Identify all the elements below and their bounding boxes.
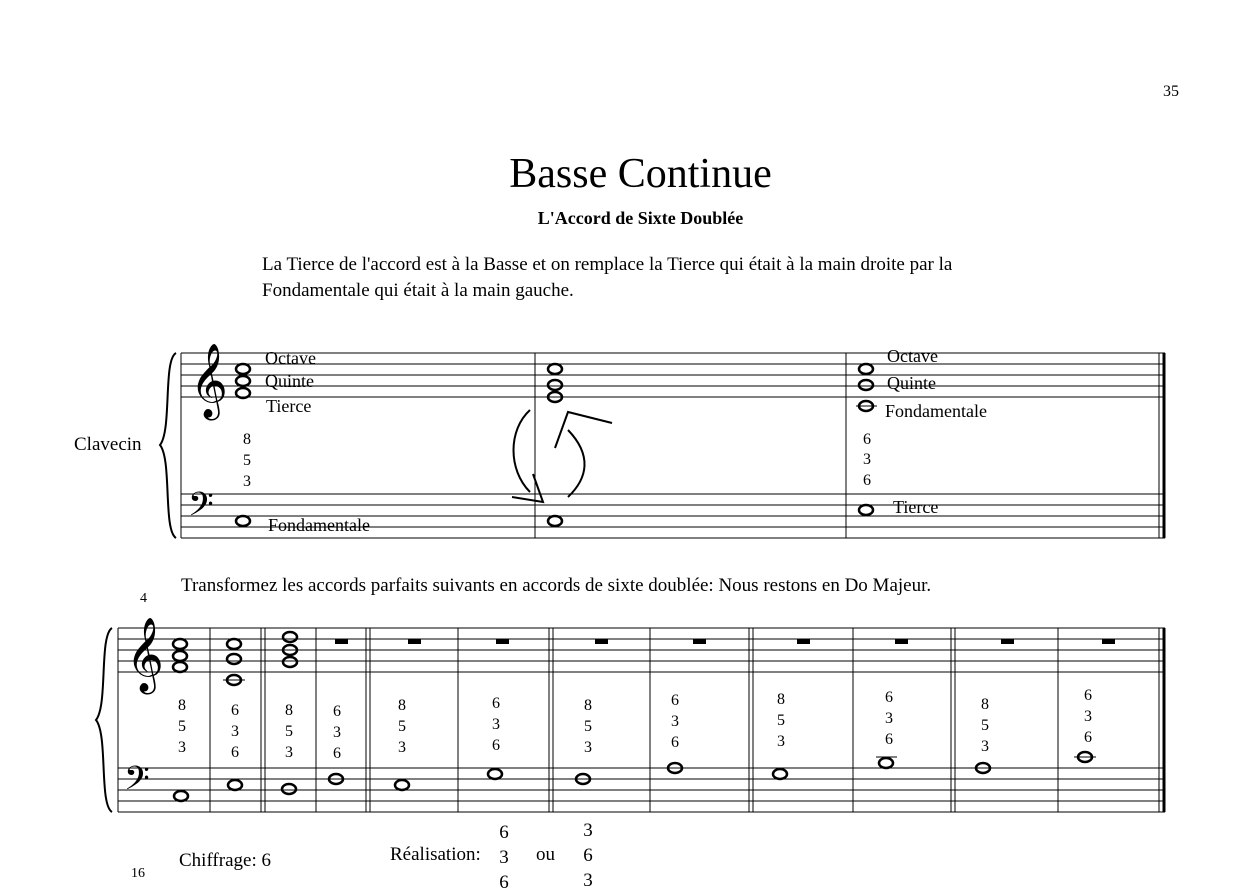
bass-clef-icon [188, 486, 214, 532]
figure: 6 [671, 692, 679, 709]
label-quinte-2: Quinte [887, 373, 936, 393]
measure-number: 4 [140, 591, 147, 606]
ou-label: ou [536, 844, 555, 865]
figure: 3 [285, 744, 293, 761]
figure: 3 [333, 724, 341, 741]
figure: 6 [333, 745, 341, 762]
bass-clef-icon [124, 760, 150, 806]
label-octave-2: Octave [887, 346, 938, 366]
figure: 3 [178, 739, 186, 756]
figure: 6 [885, 689, 893, 706]
realisation-figures-b [581, 818, 595, 893]
swap-arrows [512, 410, 612, 502]
label-fondamentale-1: Fondamentale [268, 515, 370, 535]
figure: 5 [178, 718, 186, 735]
figure: 3 [583, 820, 593, 841]
page-number: 35 [1163, 83, 1179, 100]
figure: 6 [333, 703, 341, 720]
figure: 3 [885, 710, 893, 727]
figure: 3 [492, 716, 500, 733]
figure: 6 [492, 695, 500, 712]
figure: 3 [231, 723, 239, 740]
label-quinte-1: Quinte [265, 371, 314, 391]
label-octave-1: Octave [265, 348, 316, 368]
figure: 8 [285, 702, 293, 719]
figure: 6 [885, 731, 893, 748]
figure: 8 [243, 431, 251, 448]
figure: 3 [777, 733, 785, 750]
figure: 3 [583, 870, 593, 891]
intro-line-2: Fondamentale qui était à la main gauche. [262, 280, 574, 301]
svg-text:𝄢: 𝄢 [124, 760, 150, 806]
figure: 6 [499, 822, 509, 843]
figure: 3 [863, 451, 871, 468]
figure: 5 [243, 452, 251, 469]
treble-clef-icon [126, 618, 164, 695]
figure: 6 [492, 737, 500, 754]
system-2 [96, 628, 1165, 812]
example-notes [236, 364, 873, 526]
figure: 6 [583, 845, 593, 866]
figure: 6 [863, 431, 871, 448]
whole-rests [335, 639, 1115, 644]
figure: 8 [981, 696, 989, 713]
figure: 8 [777, 691, 785, 708]
svg-text:𝄞: 𝄞 [126, 618, 164, 692]
figure: 5 [584, 718, 592, 735]
figure: 3 [499, 847, 509, 868]
figure: 3 [981, 738, 989, 755]
page-subtitle: L'Accord de Sixte Doublée [537, 208, 744, 228]
figure: 5 [285, 723, 293, 740]
treble-clef-icon [190, 344, 228, 421]
figure: 6 [231, 702, 239, 719]
figure: 3 [243, 473, 251, 490]
figure: 6 [231, 744, 239, 761]
figure: 8 [398, 697, 406, 714]
figure: 6 [863, 472, 871, 489]
realisation-figures-a [497, 820, 511, 895]
figure: 6 [1084, 687, 1092, 704]
figure: 3 [671, 713, 679, 730]
exercise-instruction: Transformez les accords parfaits suivants en accords de sixte doublée: Nous restons en Do Majeur. [181, 575, 932, 596]
label-tierce-1: Tierce [266, 396, 312, 416]
figure: 5 [777, 712, 785, 729]
figure: 6 [671, 734, 679, 751]
figure: 6 [499, 872, 509, 893]
realisation-label: Réalisation: [390, 844, 481, 865]
figure: 3 [398, 739, 406, 756]
instrument-name: Clavecin [74, 434, 142, 455]
svg-text:𝄞: 𝄞 [190, 344, 228, 418]
svg-text:𝄢: 𝄢 [188, 486, 214, 532]
figure: 5 [981, 717, 989, 734]
label-fondamentale-2: Fondamentale [885, 401, 987, 421]
label-tierce-2: Tierce [893, 497, 939, 517]
next-measure-number: 16 [131, 866, 145, 881]
figure: 5 [398, 718, 406, 735]
figure: 8 [584, 697, 592, 714]
page-title: Basse Continue [509, 151, 772, 197]
figure: 6 [1084, 729, 1092, 746]
figure: 8 [178, 697, 186, 714]
exercise-notes [173, 632, 1092, 801]
figure: 3 [1084, 708, 1092, 725]
figure: 3 [584, 739, 592, 756]
chiffrage-label: Chiffrage: 6 [179, 850, 271, 871]
intro-line-1: La Tierce de l'accord est à la Basse et on remplace la Tierce qui était à la main droite par la [262, 254, 953, 275]
